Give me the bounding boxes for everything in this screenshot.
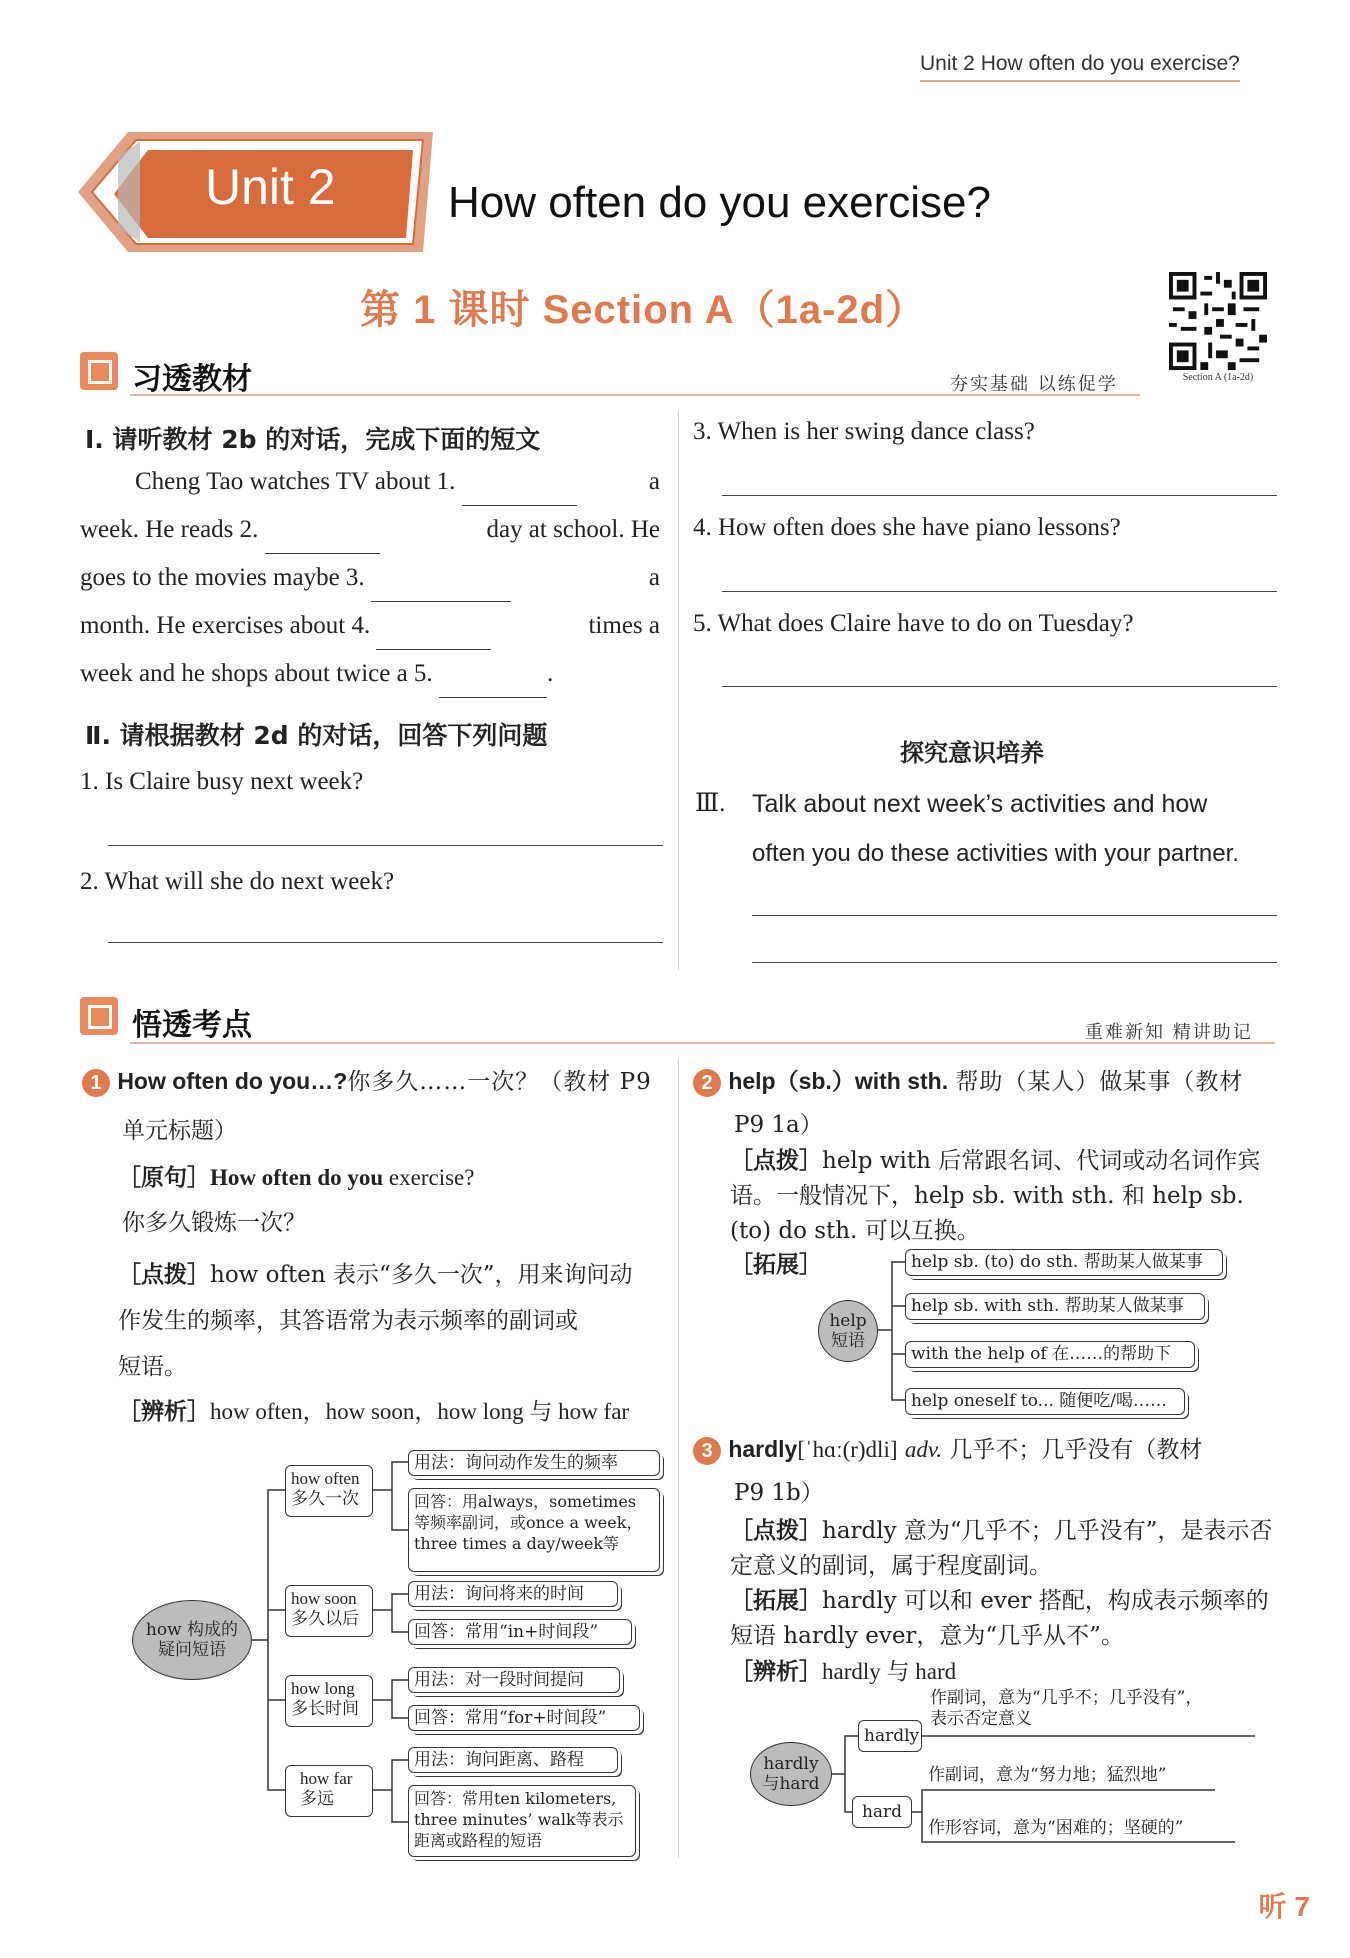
kp1-how-soon-answer: 回答：常用“in+时间段” <box>408 1619 632 1645</box>
section2-tag: 重难新知 精讲助记 <box>1085 1022 1253 1043</box>
kp1-head-cn: 你多久……一次？（教材 P9 <box>347 1069 652 1095</box>
kp1-bianxi-label: ［辨析］ <box>118 1399 210 1425</box>
question-3: 3. When is her swing dance class? <box>693 418 1035 445</box>
part3-line-2: often you do these activities with your partner. <box>752 840 1239 867</box>
kp2-diagram-center: help 短语 <box>818 1300 878 1362</box>
kp3-bianxi-text: hardly 与 hard <box>822 1659 957 1684</box>
kp2-dianbo-line-2: 语。一般情况下，help sb. with sth. 和 help sb. <box>730 1183 1244 1209</box>
kp2-head-cn: 帮助（某人）做某事（教材 <box>955 1069 1244 1095</box>
kp1-branch-how-soon-cn: 多久以后 <box>291 1609 359 1629</box>
kp3-hardly-box: hardly <box>858 1720 922 1752</box>
kp1-head-cn2: 单元标题） <box>122 1118 237 1144</box>
part1-line-3-tail: a <box>648 564 660 591</box>
part1-line-5-tail: . <box>546 660 554 687</box>
kp1-how-far-answer-2: three minutes’ walk等表示 <box>414 1810 624 1829</box>
kp1-how-far-answer-3: 距离或路程的短语 <box>414 1831 543 1850</box>
kp1-dianbo-line-2: 作发生的频率，其答语常为表示频率的副词或 <box>118 1308 578 1334</box>
kp1-how-often-usage: 用法：询问动作发生的频率 <box>408 1450 660 1476</box>
part1-line-3-text: goes to the movies maybe 3. <box>80 564 365 591</box>
kp3-hardly-desc-1: 作副词，意为“几乎不；几乎没有”， <box>930 1688 1203 1708</box>
kp2-dianbo-line-3: (to) do sth. 可以互换。 <box>730 1218 980 1244</box>
page-number: 听 7 <box>1258 1891 1310 1922</box>
explore-title: 探究意识培养 <box>900 739 1044 767</box>
kp2-tuozhan-label: ［拓展］ <box>730 1252 822 1278</box>
kp2-head-cn2: P9 1a） <box>734 1112 823 1138</box>
part2-heading: Ⅱ. 请根据教材 2d 的对话，回答下列问题 <box>85 721 548 750</box>
kp1-yuanju-label: ［原句］ <box>118 1165 210 1191</box>
unit-label: Unit 2 <box>205 159 336 215</box>
kp3-bianxi-label: ［辨析］ <box>730 1659 822 1685</box>
kp3-head-cn: 几乎不；几乎没有（教材 <box>949 1437 1203 1463</box>
section1-tag: 夯实基础 以练促学 <box>950 374 1118 395</box>
kp1-branch-how-long-cn: 多长时间 <box>291 1699 359 1719</box>
part1-heading: Ⅰ. 请听教材 2b 的对话，完成下面的短文 <box>85 425 541 454</box>
kp1-head-en: How often do you…? <box>117 1068 348 1094</box>
running-header: Unit 2 How often do you exercise? <box>920 52 1240 82</box>
kp3-number: 3 <box>693 1437 721 1465</box>
kp1-yuanju-rest: exercise? <box>383 1165 475 1190</box>
kp1-how-often-answer-2: 等频率副词，或once a week， <box>414 1513 643 1532</box>
kp3-head-cn2: P9 1b） <box>734 1480 824 1506</box>
part1-line-4-text: month. He exercises about 4. <box>80 612 371 639</box>
kp1-dianbo-label: ［点拨］ <box>118 1262 210 1288</box>
part1-line-1-tail: a <box>648 468 660 495</box>
question-2: 2. What will she do next week? <box>80 868 395 895</box>
kp3-hardly-desc <box>930 1688 1202 1730</box>
kp2-dianbo-label: ［点拨］ <box>730 1148 822 1174</box>
unit-title: How often do you exercise? <box>448 178 991 227</box>
question-4: 4. How often does she have piano lessons? <box>693 514 1121 541</box>
kp1-yuanju-cn: 你多久锻炼一次？ <box>122 1210 306 1236</box>
kp2-help-item-4: help oneself to... 随便吃/喝…… <box>905 1388 1185 1415</box>
kp1-branch-how-long-name: how long <box>291 1679 355 1698</box>
part1-line-2-tail: day at school. He <box>486 516 660 543</box>
kp1-branch-how-often-name: how often <box>291 1469 360 1488</box>
kp1-branch-how-far-cn: 多远 <box>300 1789 334 1809</box>
kp1-branch-how-often-cn: 多久一次 <box>291 1489 359 1509</box>
kp1-how-long-usage: 用法：对一段时间提问 <box>408 1667 620 1693</box>
kp1-number: 1 <box>82 1069 110 1097</box>
kp3-hard-desc-1: 作副词，意为“努力地；猛烈地” <box>928 1765 1167 1785</box>
kp1-how-often-answer-1: 回答：用always，sometimes <box>414 1492 637 1511</box>
kp1-branch-how-far-name: how far <box>300 1769 353 1788</box>
kp2-help-item-3: with the help of 在……的帮助下 <box>905 1341 1195 1368</box>
kp2-head-en: help（sb.）with sth. <box>728 1068 949 1094</box>
kp1-branch-how-soon-name: how soon <box>291 1589 357 1608</box>
kp3-tuozhan-label: ［拓展］ <box>730 1588 822 1614</box>
kp3-hardly-desc-2: 表示否定意义 <box>930 1709 1032 1729</box>
kp3-hard-box: hard <box>852 1796 912 1828</box>
kp3-dianbo-label: ［点拨］ <box>730 1518 822 1544</box>
kp1-diagram-center: how 构成的疑问短语 <box>132 1600 252 1680</box>
kp1-dianbo-line-3: 短语。 <box>118 1354 187 1380</box>
kp3-pos: adv. <box>904 1437 943 1462</box>
kp1-how-long-answer: 回答：常用“for+时间段” <box>408 1705 640 1731</box>
part1-line-4-tail: times a <box>588 612 660 639</box>
lesson-title: 第 1 课时 Section A（1a-2d） <box>360 288 927 332</box>
kp3-hard-desc-2: 作形容词，意为“困难的；坚硬的” <box>928 1818 1184 1838</box>
kp3-diagram-center: hardly 与hard <box>750 1742 832 1806</box>
part1-line-2-text: week. He reads 2. <box>80 516 259 543</box>
kp2-help-item-1: help sb. (to) do sth. 帮助某人做某事 <box>905 1249 1223 1276</box>
question-1: 1. Is Claire busy next week? <box>80 768 364 795</box>
kp3-head-en: hardly <box>728 1436 798 1462</box>
kp3-tuozhan-text-1: hardly 可以和 ever 搭配，构成表示频率的 <box>822 1588 1269 1614</box>
kp3-dianbo-line-2: 定意义的副词，属于程度副词。 <box>730 1553 1052 1579</box>
qr-caption: Section A (1a-2d) <box>1182 372 1254 383</box>
kp1-yuanju-bold: How often do you <box>210 1165 384 1190</box>
kp1-how-far-answer-1: 回答：常用ten kilometers, <box>414 1789 617 1808</box>
part3-numeral: Ⅲ. <box>695 790 726 817</box>
kp1-bianxi-text: how often，how soon，how long 与 how far <box>210 1399 630 1424</box>
kp2-number: 2 <box>693 1069 721 1097</box>
kp2-help-item-2: help sb. with sth. 帮助某人做某事 <box>905 1293 1205 1320</box>
kp1-how-often-answer-3: three times a day/week等 <box>414 1534 620 1553</box>
kp2-dianbo-text-1: help with 后常跟名词、代词或动名词作宾 <box>822 1148 1261 1174</box>
part1-line-5-text: week and he shops about twice a 5. <box>80 660 433 687</box>
kp3-dianbo-text-1: hardly 意为“几乎不；几乎没有”，是表示否 <box>822 1518 1273 1544</box>
question-5: 5. What does Claire have to do on Tuesday? <box>693 610 1134 637</box>
part1-line-1-text: Cheng Tao watches TV about 1. <box>135 468 456 495</box>
section2-title: 悟透考点 <box>132 1008 252 1043</box>
kp1-dianbo-text-1: how often 表示“多久一次”，用来询问动 <box>210 1262 633 1288</box>
section1-title: 习透教材 <box>132 362 252 397</box>
kp3-tuozhan-line-2: 短语 hardly ever，意为“几乎从不”。 <box>730 1623 1124 1649</box>
kp3-phonetic: [ˈhɑː(r)dli] <box>797 1437 898 1462</box>
kp1-how-soon-usage: 用法：询问将来的时间 <box>408 1581 618 1607</box>
part3-line-1: Talk about next week’s activities and how <box>752 790 1208 818</box>
kp1-how-far-usage: 用法：询问距离、路程 <box>408 1747 618 1773</box>
